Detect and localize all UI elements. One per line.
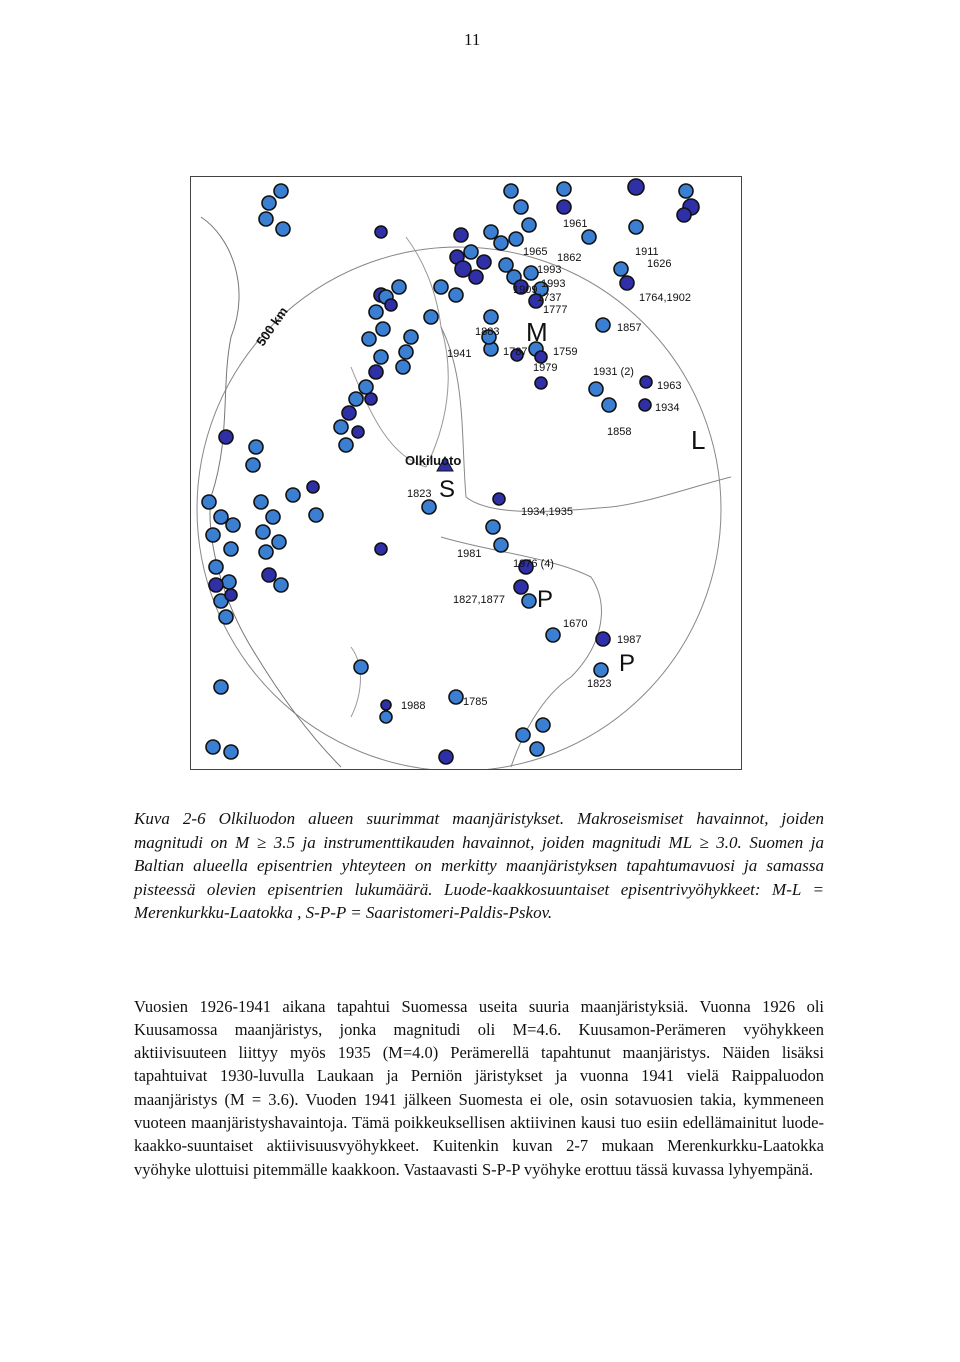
- quake-marker: [369, 365, 383, 379]
- year-label: 1827,1877: [453, 594, 505, 606]
- year-label: 1823: [587, 678, 612, 690]
- year-label: 1981: [457, 548, 482, 560]
- quake-marker: [202, 495, 216, 509]
- quake-marker: [522, 594, 536, 608]
- quake-marker: [589, 382, 603, 396]
- quake-marker: [486, 520, 500, 534]
- coastline-finland: [441, 327, 731, 511]
- quake-marker: [262, 196, 276, 210]
- year-label: 1934,1935: [521, 506, 573, 518]
- quake-marker: [342, 406, 356, 420]
- quake-marker: [677, 208, 691, 222]
- year-label: 1993: [541, 278, 566, 290]
- quake-marker: [424, 310, 438, 324]
- quake-marker: [454, 228, 468, 242]
- year-label: 1858: [607, 426, 632, 438]
- year-label: 1988: [401, 700, 426, 712]
- quake-marker: [380, 711, 392, 723]
- quake-marker: [339, 438, 353, 452]
- quake-marker: [374, 350, 388, 364]
- quake-marker: [359, 380, 373, 394]
- quake-marker: [522, 218, 536, 232]
- quake-marker: [602, 398, 616, 412]
- quake-marker: [369, 305, 383, 319]
- year-label: 1670: [563, 618, 588, 630]
- year-label: 1764,1902: [639, 292, 691, 304]
- quake-marker: [307, 481, 319, 493]
- year-label: 1823: [407, 488, 432, 500]
- quake-marker: [620, 276, 634, 290]
- quake-marker: [309, 508, 323, 522]
- quake-marker: [226, 518, 240, 532]
- zone-label-m: M: [526, 317, 548, 347]
- quake-marker: [514, 580, 528, 594]
- quake-marker: [464, 245, 478, 259]
- quake-marker: [362, 332, 376, 346]
- quake-marker: [392, 280, 406, 294]
- quake-marker: [449, 288, 463, 302]
- quake-marker: [259, 545, 273, 559]
- quake-marker: [385, 299, 397, 311]
- year-label: 1626: [647, 258, 672, 270]
- quake-marker: [469, 270, 483, 284]
- year-label: 1993: [537, 264, 562, 276]
- quake-marker: [594, 663, 608, 677]
- quake-marker: [494, 236, 508, 250]
- year-label: 1976 (4): [513, 558, 554, 570]
- quake-marker: [375, 226, 387, 238]
- quake-marker: [404, 330, 418, 344]
- year-label: 1787: [503, 346, 528, 358]
- year-label: 1785: [463, 696, 488, 708]
- quake-marker: [679, 184, 693, 198]
- year-label: 1862: [557, 252, 582, 264]
- quake-marker: [516, 728, 530, 742]
- quake-marker: [219, 610, 233, 624]
- quake-marker: [596, 318, 610, 332]
- quake-marker: [246, 458, 260, 472]
- quake-marker: [582, 230, 596, 244]
- map-svg: [191, 177, 741, 769]
- quake-marker: [375, 543, 387, 555]
- quake-marker: [640, 376, 652, 388]
- year-label: 1883: [475, 326, 500, 338]
- quake-marker: [524, 266, 538, 280]
- quake-marker: [439, 750, 453, 764]
- quake-marker: [222, 575, 236, 589]
- zone-label-l: L: [691, 425, 706, 455]
- figure-caption: Kuva 2-6 Olkiluodon alueen suurimmat maanjäristykset. Makroseismiset havainnot, joiden magnitudi on M ≥ 3.5 ja instrumenttikauden havainnot, joiden magnitudi ML ≥ 3.0. Suomen ja Baltian alueella episentrien yhteyteen on merkitty maanjäristyksen tapahtumavuosi ja samassa pisteessä olevien episentrien lukumäärä. Luode-kaakkosuuntaiset episentrivyöhykkeet: M-L = Merenkurkku-Laatokka , S-P-P = Saaristomeri-Paldis-Pskov.: [134, 809, 824, 922]
- quake-marker: [557, 200, 571, 214]
- quake-marker: [209, 560, 223, 574]
- quake-marker: [219, 430, 233, 444]
- quake-marker: [596, 632, 610, 646]
- quake-marker: [276, 222, 290, 236]
- year-label: 1961: [563, 218, 588, 230]
- quake-marker: [259, 212, 273, 226]
- scale-label: 500 km: [253, 303, 291, 349]
- earthquake-map: [190, 176, 742, 770]
- quake-marker: [209, 578, 223, 592]
- year-label: 1965: [523, 246, 548, 258]
- quake-marker: [334, 420, 348, 434]
- quake-marker: [206, 740, 220, 754]
- quake-marker: [557, 182, 571, 196]
- year-label: 1979: [533, 362, 558, 374]
- quake-marker: [477, 255, 491, 269]
- year-label: 1941: [447, 348, 472, 360]
- zone-label-s: S: [439, 476, 456, 503]
- quake-marker: [365, 393, 377, 405]
- quake-marker: [536, 718, 550, 732]
- quake-marker: [629, 220, 643, 234]
- quake-marker: [535, 377, 547, 389]
- year-label: 1987: [617, 634, 642, 646]
- quake-marker: [434, 280, 448, 294]
- quake-marker: [214, 680, 228, 694]
- quake-marker: [546, 628, 560, 642]
- year-label: 1759: [553, 346, 578, 358]
- quake-marker: [399, 345, 413, 359]
- quake-marker: [504, 184, 518, 198]
- year-label: 1857: [617, 322, 642, 334]
- year-label: 1934: [655, 402, 680, 414]
- quake-marker: [493, 493, 505, 505]
- quake-marker: [352, 426, 364, 438]
- quake-marker: [354, 660, 368, 674]
- quake-marker: [206, 528, 220, 542]
- quake-marker: [286, 488, 300, 502]
- year-label: 1777: [543, 304, 568, 316]
- quake-marker: [349, 392, 363, 406]
- quake-marker: [422, 500, 436, 514]
- year-label: 1737: [537, 292, 562, 304]
- quake-marker: [225, 589, 237, 601]
- quake-marker: [224, 542, 238, 556]
- quake-marker: [484, 225, 498, 239]
- year-label: 1963: [657, 380, 682, 392]
- quake-marker: [249, 440, 263, 454]
- coastline-gotland: [351, 647, 360, 717]
- quake-marker: [396, 360, 410, 374]
- year-label: 1909: [513, 284, 538, 296]
- quake-marker: [266, 510, 280, 524]
- quake-marker: [449, 690, 463, 704]
- quake-marker: [614, 262, 628, 276]
- quake-marker: [494, 538, 508, 552]
- quake-marker: [274, 184, 288, 198]
- zone-label-p2: P: [619, 650, 636, 677]
- quake-marker: [639, 399, 651, 411]
- quake-marker: [224, 745, 238, 759]
- body-paragraph: Vuosien 1926-1941 aikana tapahtui Suomessa useita suuria maanjäristyksiä. Vuonna 1926 oli Kuusamossa maanjäristys, jonka magnitudi oli M=4.6. Kuusamon-Perämeren vyöhykkeen aktiivisuuteen liittyy myös 1935 (M=4.0) Perämerellä tapahtunut maanjäristys. Näiden lisäksi tapahtuivat 1930-luvulla Laukaan ja Perniön järistykset ja vuonna 1941 vielä Raippaluodon maanjäristys (M = 3.6). Vuoden 1941 jälkeen Suomesta ei ole, osin sotavuosien takia, kymmeneen vuoteen maanjäristyshavaintoja. Tämä poikkeuksellisen aktiivinen kausi tuo esiin edellämainitut luode-kaakko-suuntaiset aktiivisuusvyöhykkeet. Kuitenkin kuvan 2-7 mukaan Merenkurkku-Laatokka vyöhyke ulottuisi pitemmälle kaakkoon. Vastaavasti S-P-P vyöhyke erottuu tässä kuvassa lyhyempänä.: [134, 996, 824, 1179]
- quake-marker: [274, 578, 288, 592]
- quake-marker: [256, 525, 270, 539]
- quake-marker: [484, 310, 498, 324]
- quake-marker: [262, 568, 276, 582]
- page-number: 11: [464, 30, 481, 49]
- quake-marker: [381, 700, 391, 710]
- year-label: 1931 (2): [593, 366, 634, 378]
- quake-marker: [272, 535, 286, 549]
- olkiluoto-label: Olkiluoto: [405, 453, 462, 468]
- quake-marker: [530, 742, 544, 756]
- quake-marker: [628, 179, 644, 195]
- quake-marker: [509, 232, 523, 246]
- quake-marker: [514, 200, 528, 214]
- zone-label-p1: P: [537, 586, 554, 613]
- year-label: 1911: [635, 246, 659, 258]
- quake-marker: [376, 322, 390, 336]
- quake-marker: [254, 495, 268, 509]
